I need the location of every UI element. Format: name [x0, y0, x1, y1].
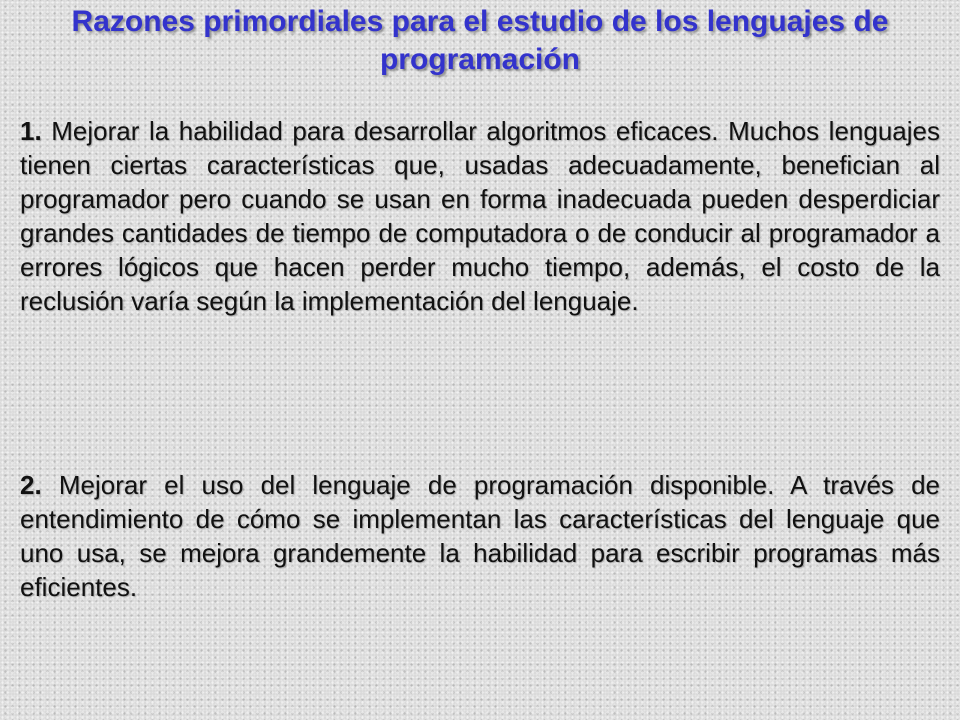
- paragraph-2: [20, 468, 940, 604]
- paragraph-2-text: Mejorar el uso del lenguaje de programación disponible. A través de entendimiento de cómo se implementan las características del lenguaje que uno usa, se mejora grandemente la habilidad para escribir programas más eficientes.: [20, 470, 940, 602]
- slide-title: Razones primordiales para el estudio de los lenguajes de programación: [71, 5, 889, 76]
- paragraph-1-text: Mejorar la habilidad para desarrollar algoritmos eficaces. Muchos lenguajes tienen ciertas características que, usadas adecuadamente, benefician al programador pero cuando se usan en forma inadecuada pueden desperdiciar grandes cantidades de tiempo de computadora o de conducir al programador a errores lógicos que hacen perder mucho tiempo, además, el costo de la reclusión varía según la implementación del lenguaje.: [20, 116, 940, 316]
- paragraph-2-number: 2.: [20, 470, 42, 500]
- paragraph-1: [20, 114, 940, 318]
- paragraph-1-number: 1.: [20, 116, 42, 146]
